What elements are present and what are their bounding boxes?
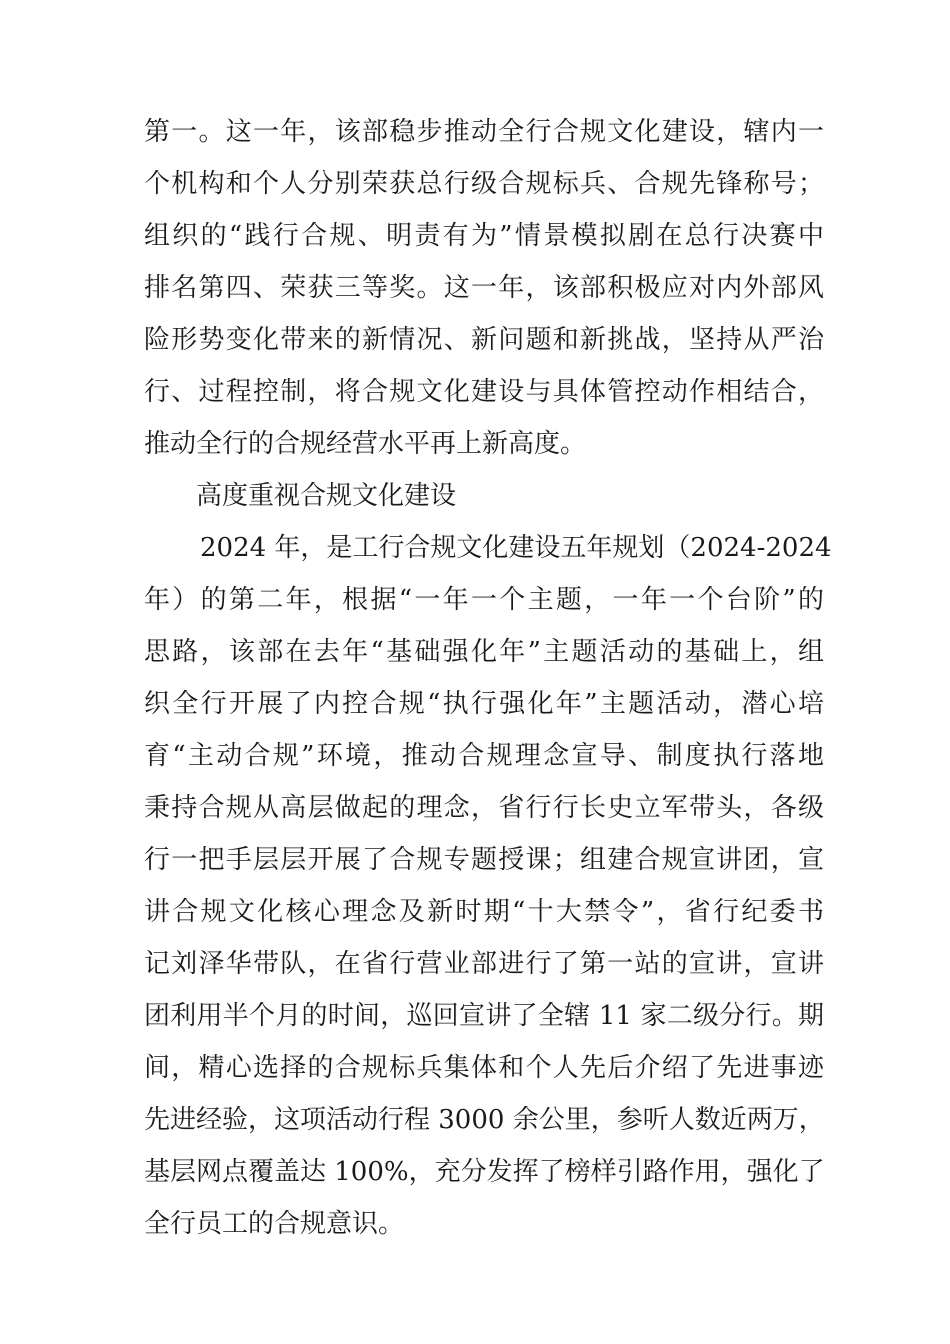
- paragraph-line: 组织的“践行合规、明责有为”情景模拟剧在总行决赛中: [144, 221, 824, 251]
- paragraph-line: 2024 年，是工行合规文化建设五年规划（2024-2024: [200, 533, 832, 563]
- paragraph-2: [144, 522, 832, 1250]
- paragraph-line: 险形势变化带来的新情况、新问题和新挑战，坚持从严治: [144, 325, 824, 355]
- paragraph-line: 推动全行的合规经营水平再上新高度。: [144, 429, 587, 459]
- paragraph-line: 行一把手层层开展了合规专题授课；组建合规宣讲团，宣: [144, 845, 824, 875]
- paragraph-line: 行、过程控制，将合规文化建设与具体管控动作相结合，: [144, 377, 824, 407]
- paragraph-line: 间，精心选择的合规标兵集体和个人先后介绍了先进事迹: [144, 1053, 824, 1083]
- paragraph-line: 年）的第二年，根据“一年一个主题，一年一个台阶”的: [144, 585, 824, 615]
- paragraph-line: 秉持合规从高层做起的理念，省行行长史立军带头，各级: [144, 793, 824, 823]
- paragraph-line: 记刘泽华带队，在省行营业部进行了第一站的宣讲，宣讲: [144, 949, 824, 979]
- paragraph-line: 全行员工的合规意识。: [144, 1209, 405, 1239]
- paragraph-1: [144, 106, 824, 470]
- paragraph-line: 织全行开展了内控合规“执行强化年”主题活动，潜心培: [144, 689, 824, 719]
- paragraph-line: 育“主动合规”环境，推动合规理念宣导、制度执行落地: [144, 741, 824, 771]
- paragraph-line: 讲合规文化核心理念及新时期“十大禁令”，省行纪委书: [144, 897, 824, 927]
- document-body: [144, 106, 832, 1250]
- paragraph-line: 排名第四、荣获三等奖。这一年，该部积极应对内外部风: [144, 273, 824, 303]
- paragraph-line: 思路，该部在去年“基础强化年”主题活动的基础上，组: [144, 637, 824, 667]
- paragraph-line: 基层网点覆盖达 100%，充分发挥了榜样引路作用，强化了: [144, 1157, 825, 1187]
- paragraph-line: 团利用半个月的时间，巡回宣讲了全辖 11 家二级分行。期: [144, 1001, 824, 1031]
- section-heading: 高度重视合规文化建设: [196, 481, 457, 511]
- paragraph-line: 先进经验，这项活动行程 3000 余公里，参听人数近两万，: [144, 1105, 825, 1135]
- paragraph-line: 第一。这一年，该部稳步推动全行合规文化建设，辖内一: [144, 117, 824, 147]
- paragraph-line: 个机构和个人分别荣获总行级合规标兵、合规先锋称号；: [144, 169, 824, 199]
